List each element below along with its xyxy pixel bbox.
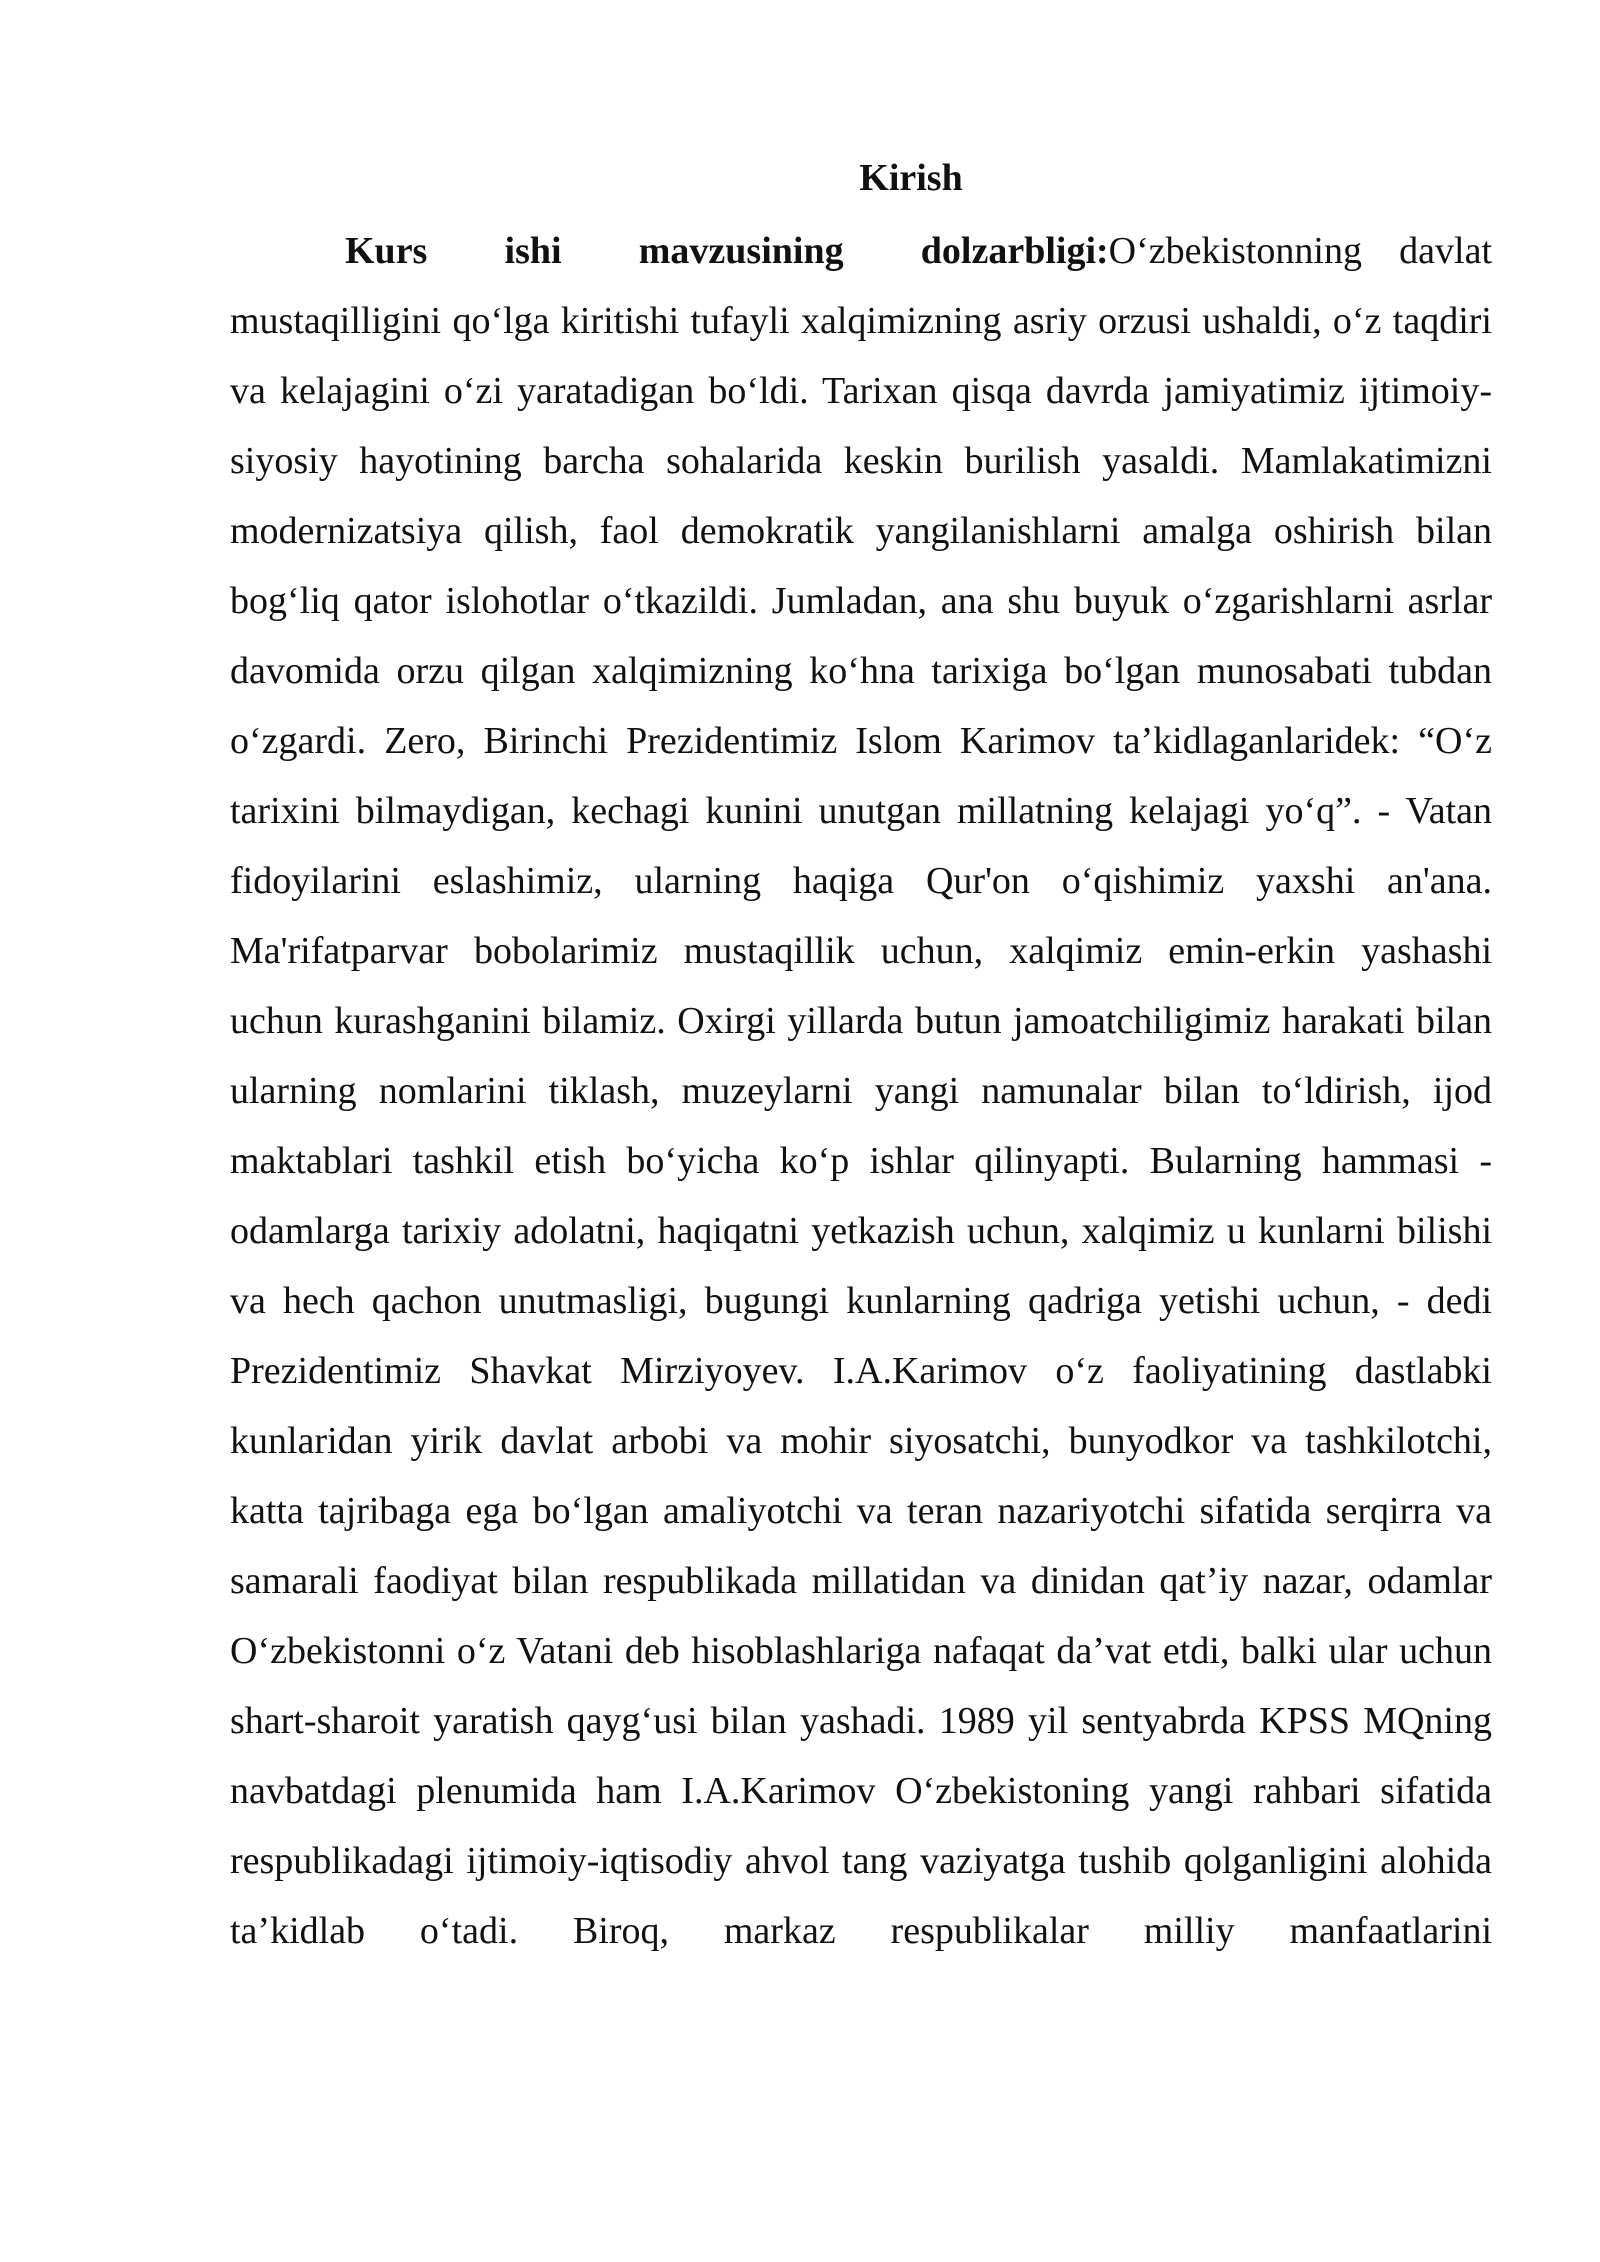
document-content [230,148,1492,1966]
section-title: Kirish [859,157,963,199]
body-paragraph [230,216,1492,1966]
lead-label: Kurs ishi mavzusining dolzarbligi: [345,230,1109,272]
paragraph-text: O‘zbekistonning davlat mustaqilligini qo‘lga kiritishi tufayli xalqimizning asriy orzusi ushaldi, o‘z taqdiri va kelajagini o‘zi yaratadigan bo‘ldi. Tarixan qisqa davrda jamiyatimiz ijtimoiy-siyosiy hayotining barcha sohalarida keskin burilish yasaldi. Mamlakatimizni modernizatsiya qilish, faol demokratik yangilanishlarni amalga oshirish bilan bog‘liq qator islohotlar o‘tkazildi. Jumladan, ana shu buyuk o‘zgarishlarni asrlar davomida orzu qilgan xalqimizning ko‘hna tarixiga bo‘lgan munosabati tubdan o‘zgardi. Zero, Birinchi Prezidentimiz Islom Karimov ta’kidlaganlaridek: “O‘z tarixini bilmaydigan, kechagi kunini unutgan millatning kelajagi yo‘q”. - Vatan fidoyilarini eslashimiz, ularning haqiga Qur'on o‘qishimiz yaxshi an'ana. Ma'rifatparvar bobolarimiz mustaqillik uchun, xalqimiz emin-erkin yashashi uchun kurashganini bilamiz. Oxirgi yillarda butun jamoatchiligimiz harakati bilan ularning nomlarini tiklash, muzeylarni yangi namunalar bilan to‘ldirish, ijod maktablari tashkil etish bo‘yicha ko‘p ishlar qilinyapti. Bularning hammasi - odamlarga tarixiy adolatni, haqiqatni yetkazish uchun, xalqimiz u kunlarni bilishi va hech qachon unutmasligi, bugungi kunlarning qadriga yetishi uchun, - dedi Prezidentimiz Shavkat Mirziyoyev. I.A.Karimov o‘z faoliyatining dastlabki kunlaridan yirik davlat arbobi va mohir siyosatchi, bunyodkor va tashkilotchi, katta tajribaga ega bo‘lgan amaliyotchi va teran nazariyotchi sifatida serqirra va samarali faodiyat bilan respublikada millatidan va dinidan qat’iy nazar, odamlar O‘zbekistonni o‘z Vatani deb hisoblashlariga nafaqat da’vat etdi, balki ular uchun shart-sharoit yaratish qayg‘usi bilan yashadi. 1989 yil sentyabrda KPSS MQning navbatdagi plenumida ham I.A.Karimov O‘zbekistoning yangi rahbari sifatida respublikadagi ijtimoiy-iqtisodiy ahvol tang vaziyatga tushib qolganligini alohida ta’kidlab o‘tadi. Biroq, markaz respublikalar milliy manfaatlarini [230,230,1493,1952]
